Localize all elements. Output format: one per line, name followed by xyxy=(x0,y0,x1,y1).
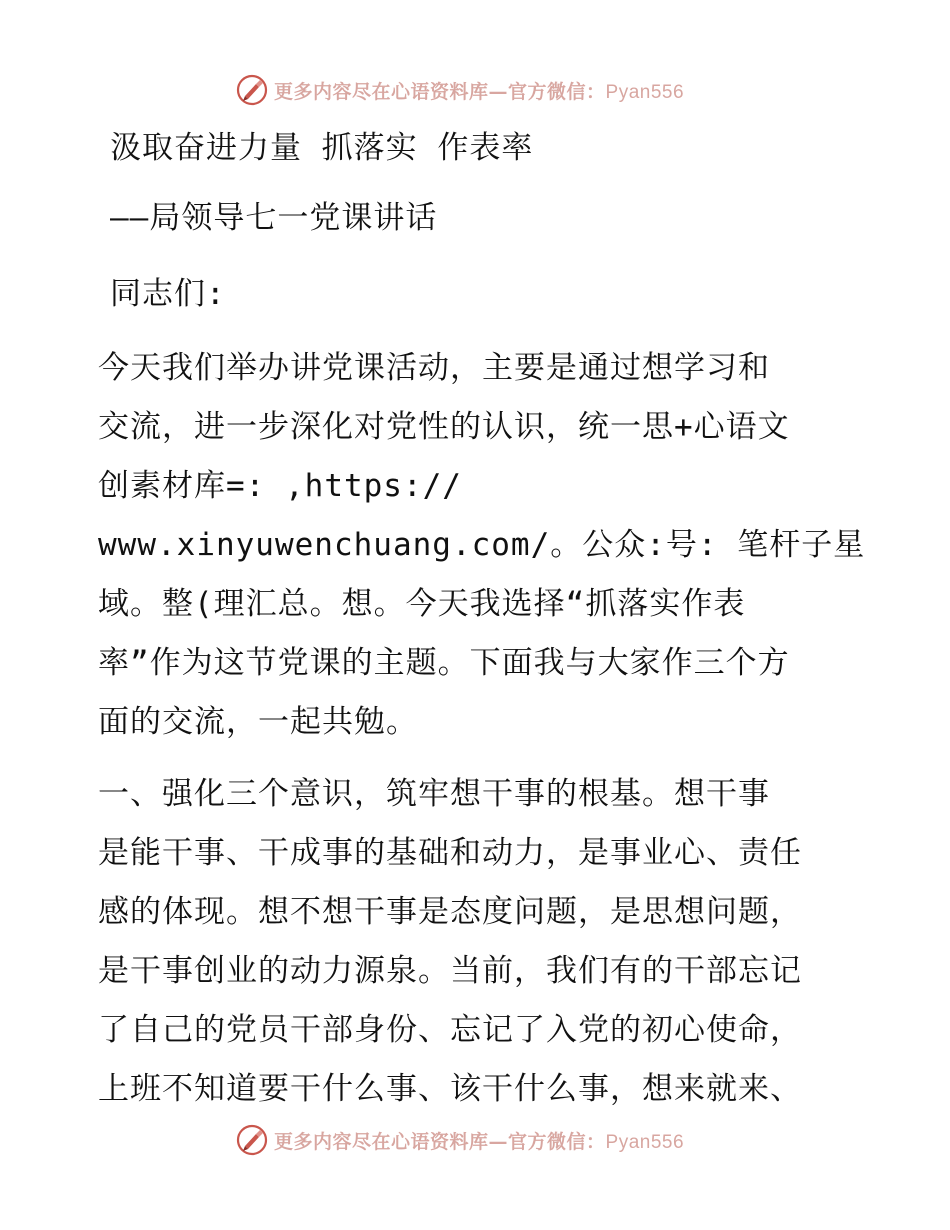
text-line: 一、强化三个意识，筑牢想干事的根基。想干事 xyxy=(98,776,770,812)
pen-logo-icon xyxy=(236,1124,268,1156)
text-line: 感的体现。想不想干事是态度问题，是思想问题， xyxy=(98,894,802,930)
greeting: 同志们: xyxy=(110,276,226,312)
text-line: 今天我们举办讲党课活动，主要是通过想学习和 xyxy=(98,350,770,386)
text-line: www.xinyuwenchuang.com/。公众:号: 笔杆子星 xyxy=(98,527,866,563)
text-line: 上班不知道要干什么事、该干什么事，想来就来、 xyxy=(98,1071,802,1107)
text-line: 交流，进一步深化对党性的认识，统一思+心语文 xyxy=(98,409,790,445)
text-line: 创素材库=: ,https:// xyxy=(98,468,462,504)
text-line: 率”作为这节党课的主题。下面我与大家作三个方 xyxy=(98,645,790,681)
pen-logo-icon xyxy=(236,74,268,106)
text-line: 了自己的党员干部身份、忘记了入党的初心使命， xyxy=(98,1012,802,1048)
watermark-banner-top xyxy=(236,72,684,108)
watermark-text: 更多内容尽在心语资料库—官方微信：Pyan556 xyxy=(274,1130,685,1153)
text-line: 是干事创业的动力源泉。当前，我们有的干部忘记 xyxy=(98,953,802,989)
text-line: 是能干事、干成事的基础和动力，是事业心、责任 xyxy=(98,835,802,871)
text-line: 面的交流，一起共勉。 xyxy=(98,704,418,740)
text-line: 域。整(理汇总。想。今天我选择“抓落实作表 xyxy=(98,586,746,622)
watermark-text: 更多内容尽在心语资料库—官方微信：Pyan556 xyxy=(274,80,685,103)
document-title: 汲取奋进力量 抓落实 作表率 xyxy=(110,130,534,166)
watermark-banner-bottom xyxy=(236,1122,684,1158)
document-subtitle: ——局领导七一党课讲话 xyxy=(110,200,438,236)
